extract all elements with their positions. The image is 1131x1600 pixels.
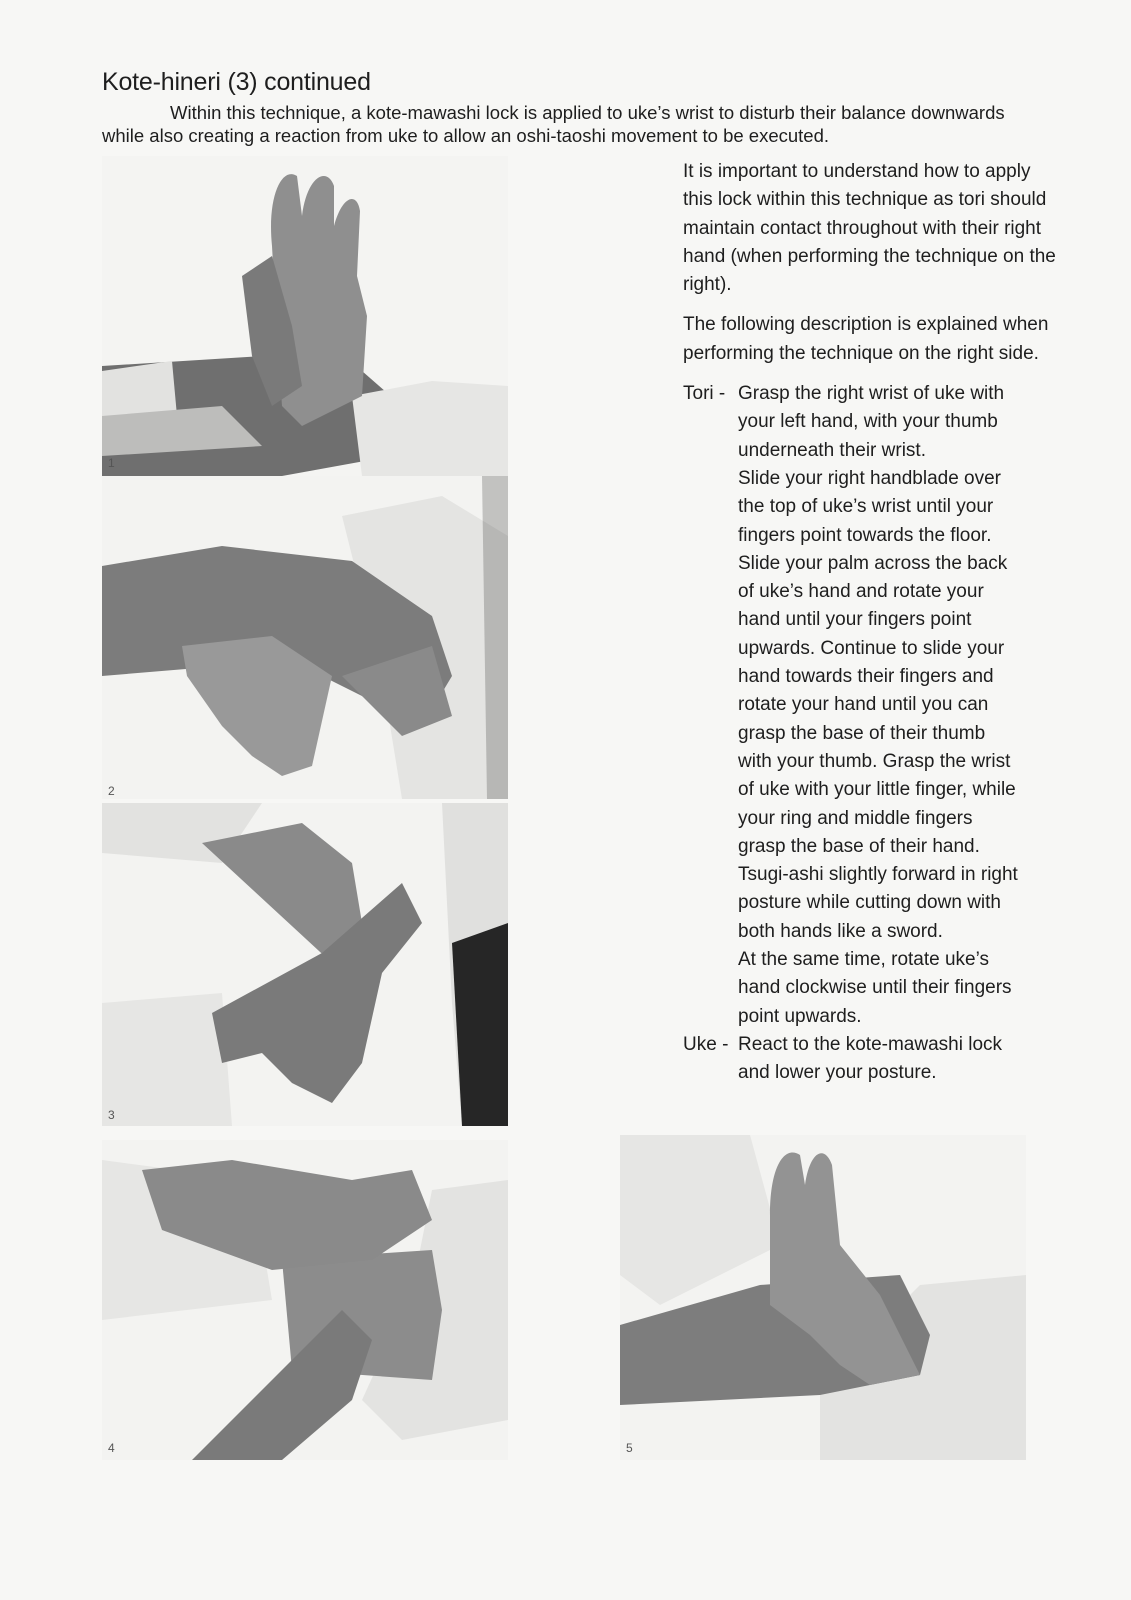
step-tori [683,380,1063,1031]
step-line: of uke with your little finger, while [738,779,1016,801]
step-line: fingers point towards the floor. [738,524,992,546]
photo-number: 3 [108,1108,115,1122]
step-line: React to the kote-mawashi lock [738,1033,1003,1055]
step-line: your left hand, with your thumb [738,411,998,433]
photo-number: 4 [108,1441,115,1455]
step-line: underneath their wrist. [738,439,926,461]
step-line: point upwards. [738,1005,862,1027]
step-line: posture while cutting down with [738,892,1001,914]
step-line: Grasp the right wrist of uke with [738,383,1005,405]
photo-2 [102,476,508,799]
photo-number: 1 [108,456,115,470]
step-line: your ring and middle fingers [738,807,973,829]
step-line: and lower your posture. [738,1062,937,1084]
step-line: hand clockwise until their fingers [738,977,1012,999]
intro-text: Within this technique, a kote-mawashi lock is applied to uke’s wrist to disturb their balance downwards while also creating a reaction from uke to allow an oshi-taoshi movement to be executed. [102,102,1005,146]
intro-paragraph [102,101,1042,147]
step-line: with your thumb. Grasp the wrist [738,750,1011,772]
photo-number: 5 [626,1441,633,1455]
step-line: Slide your palm across the back [738,552,1008,574]
step-line: hand towards their fingers and [738,666,994,688]
step-role: Tori - [683,383,726,405]
step-role: Uke - [683,1033,729,1055]
step-line: hand until your fingers point [738,609,972,631]
step-line: the top of uke’s wrist until your [738,496,994,518]
photo-4 [102,1140,508,1460]
step-line: upwards. Continue to slide your [738,637,1005,659]
step-line: Tsugi-ashi slightly forward in right [738,864,1018,886]
step-line: both hands like a sword. [738,920,943,942]
photo-number: 2 [108,784,115,798]
step-line: rotate your hand until you can [738,694,989,716]
step-line: of uke’s hand and rotate your [738,581,984,603]
paragraph: The following description is explained when performing the technique on the right side. [683,314,1049,364]
description-column [683,158,1063,1088]
paragraph: It is important to understand how to apply this lock within this technique as tori should maintain contact throughout with their right hand (when performing the technique on the right). [683,161,1056,296]
step-line: At the same time, rotate uke’s [738,949,989,971]
page-title: Kote-hineri (3) continued [102,68,371,96]
step-uke [683,1031,1063,1088]
step-line: grasp the base of their thumb [738,722,986,744]
photo-3 [102,803,508,1126]
step-line: Slide your right handblade over [738,467,1002,489]
photo-1 [102,156,508,476]
step-line: grasp the base of their hand. [738,835,980,857]
photo-5 [620,1135,1026,1460]
